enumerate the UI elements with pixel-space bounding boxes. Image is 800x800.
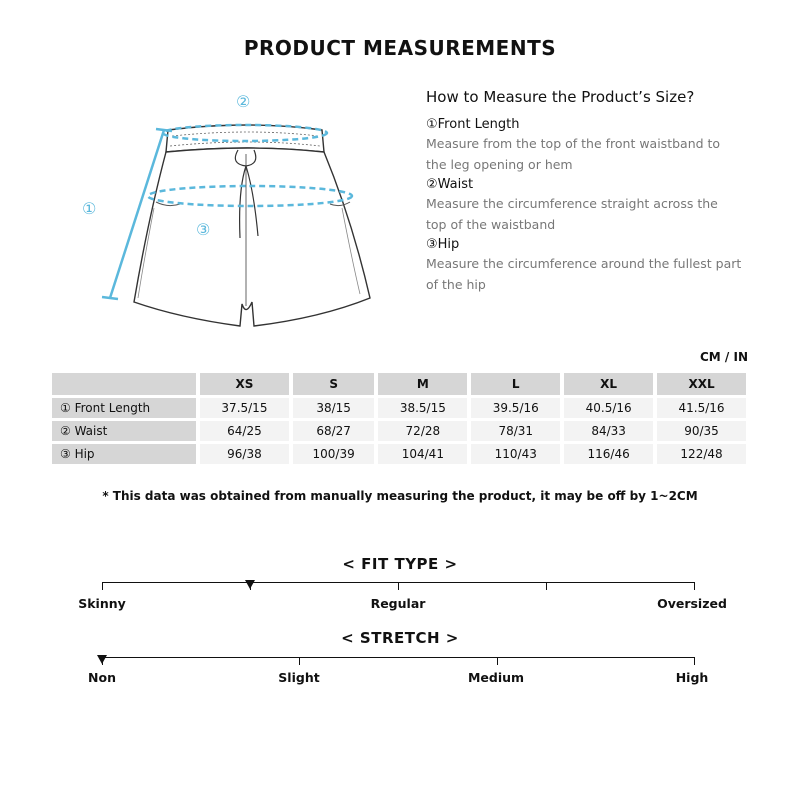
table-cell: 38.5/15 [378, 398, 467, 418]
table-cell: 84/33 [564, 421, 653, 441]
fit-type-selected-marker [245, 580, 255, 589]
size-header: M [378, 373, 467, 395]
size-header: S [293, 373, 375, 395]
howto-item-desc: Measure from the top of the front waistband to [426, 136, 721, 151]
stretch-tick [694, 657, 695, 665]
table-cell: 40.5/16 [564, 398, 653, 418]
stretch-label-medium: Medium [467, 670, 525, 685]
svg-text:①: ① [82, 199, 97, 218]
fit-type-tick [102, 582, 103, 590]
table-row [52, 444, 746, 464]
svg-text:②: ② [236, 92, 251, 111]
stretch-tick [299, 657, 300, 665]
callout-hip [196, 220, 210, 239]
stretch-line [102, 657, 694, 658]
size-header: L [471, 373, 560, 395]
measurement-note: * This data was obtained from manually measuring the product, it may be off by 1~2CM [102, 489, 698, 503]
table-cell: 39.5/16 [471, 398, 560, 418]
table-cell: 38/15 [293, 398, 375, 418]
size-table [48, 370, 750, 467]
table-cell: 110/43 [471, 444, 560, 464]
callout-front-length [82, 199, 96, 218]
size-header-row [52, 373, 746, 395]
unit-label: CM / IN [700, 350, 748, 364]
stretch-scale [102, 657, 694, 671]
fit-type-title: < FIT TYPE > [342, 555, 458, 573]
howto-item-desc: Measure the circumference around the fullest part [426, 256, 742, 271]
stretch-label-non: Non [88, 670, 116, 685]
howto-item-waist [426, 176, 746, 234]
svg-text:③: ③ [196, 220, 211, 239]
table-cell: 37.5/15 [200, 398, 289, 418]
howto-item-title: ②Waist [426, 177, 474, 192]
table-corner [52, 373, 196, 395]
how-to-measure [426, 88, 746, 296]
size-header: XL [564, 373, 653, 395]
fit-label-oversized: Oversized [657, 596, 727, 611]
fit-label-regular: Regular [370, 596, 426, 611]
size-header: XS [200, 373, 289, 395]
table-row [52, 398, 746, 418]
row-label: ③ Hip [52, 444, 196, 464]
page-title: PRODUCT MEASUREMENTS [243, 36, 557, 60]
stretch-tick [497, 657, 498, 665]
table-cell: 100/39 [293, 444, 375, 464]
fit-type-tick [546, 582, 547, 590]
size-header: XXL [657, 373, 746, 395]
table-row [52, 421, 746, 441]
stretch-label-slight: Slight [278, 670, 320, 685]
howto-item-title: ③Hip [426, 237, 460, 252]
fit-type-scale [102, 582, 694, 596]
howto-item-desc: Measure the circumference straight across the [426, 196, 718, 211]
fit-label-skinny: Skinny [78, 596, 126, 611]
howto-item-hip [426, 236, 746, 294]
stretch-label-high: High [675, 670, 709, 685]
row-label: ② Waist [52, 421, 196, 441]
howto-item-desc: of the hip [426, 277, 486, 292]
table-cell: 96/38 [200, 444, 289, 464]
table-cell: 122/48 [657, 444, 746, 464]
fit-type-tick [694, 582, 695, 590]
table-cell: 116/46 [564, 444, 653, 464]
howto-item-front-length [426, 116, 746, 174]
stretch-selected-marker [97, 655, 107, 664]
table-cell: 90/35 [657, 421, 746, 441]
table-cell: 64/25 [200, 421, 289, 441]
table-cell: 41.5/16 [657, 398, 746, 418]
table-cell: 68/27 [293, 421, 375, 441]
callout-waist [236, 92, 250, 111]
table-cell: 72/28 [378, 421, 467, 441]
shorts-illustration [60, 80, 390, 350]
fit-type-tick [398, 582, 399, 590]
how-to-heading: How to Measure the Product’s Size? [426, 88, 695, 106]
shorts-body [134, 148, 370, 326]
howto-item-title: ①Front Length [426, 117, 520, 132]
row-label: ① Front Length [52, 398, 196, 418]
howto-item-desc: top of the waistband [426, 217, 556, 232]
table-cell: 104/41 [378, 444, 467, 464]
stretch-title: < STRETCH > [341, 629, 459, 647]
table-cell: 78/31 [471, 421, 560, 441]
howto-item-desc: the leg opening or hem [426, 157, 573, 172]
